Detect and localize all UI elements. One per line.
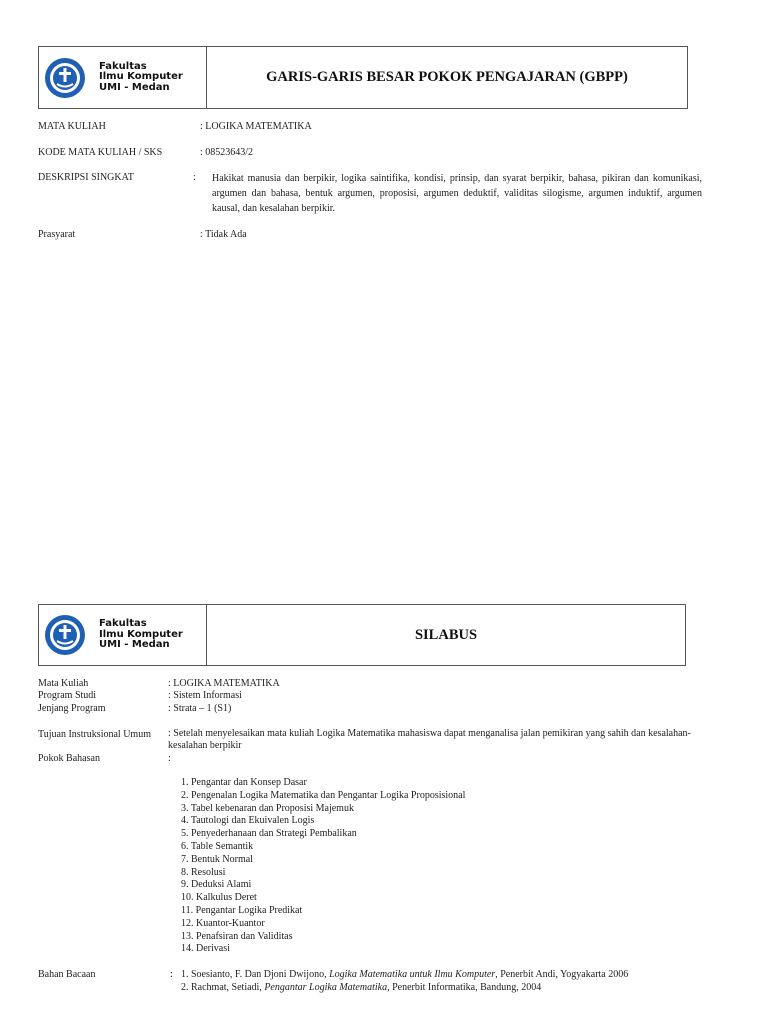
reference-2: 2. Rachmat, Setiadi, Pengantar Logika Matematika, Penerbit Informatika, Bandung, 2004: [181, 982, 542, 993]
reference-2-title: Pengantar Logika Matematika: [264, 982, 388, 993]
silabus-jp-value: : Strata – 1 (S1): [168, 703, 232, 714]
silabus-jp-label: Jenjang Program: [38, 703, 106, 714]
faculty-name: Fakultas Ilmu Komputer UMI - Medan: [99, 618, 183, 651]
list-item: 6. Table Semantik: [181, 840, 254, 852]
list-item: 5. Penyederhanaan dan Strategi Pembalikan: [181, 828, 357, 840]
deskripsi-label: DESKRIPSI SINGKAT: [38, 172, 134, 183]
silabus-bb-colon: :: [170, 969, 173, 980]
silabus-pb-label: Pokok Bahasan: [38, 753, 100, 764]
deskripsi-value: Hakikat manusia dan berpikir, logika saintifika, kondisi, prinsip, dan syarat berpikir, bahasa, pikiran dan komunikasi, argumen dan bahasa, bentuk argumen, proposisi, argumen deduktif, validitas silogisme, argumen induktif, argumen kausal, dan kesalahan berpikir.: [212, 173, 702, 214]
mata-kuliah-value: : LOGIKA MATEMATIKA: [200, 121, 312, 132]
list-item: 3. Tabel kebenaran dan Proposisi Majemuk: [181, 802, 354, 814]
list-item: 7. Bentuk Normal: [181, 853, 253, 865]
silabus-bb-row: [38, 968, 718, 996]
university-logo-icon: [43, 56, 87, 100]
silabus-ps-value: : Sistem Informasi: [168, 690, 242, 701]
university-logo-icon: [43, 613, 87, 657]
kode-label: KODE MATA KULIAH / SKS: [38, 147, 163, 158]
mata-kuliah-label: MATA KULIAH: [38, 121, 106, 132]
silabus-tiu-row: [38, 728, 708, 754]
list-item: 13. Penafsiran dan Validitas: [181, 930, 293, 942]
list-item: 12. Kuantor-Kuantor: [181, 917, 265, 929]
topic-list: [181, 777, 701, 956]
deskripsi-colon: :: [193, 172, 196, 183]
silabus-tiu-label: Tujuan Instruksional Umum: [38, 729, 151, 740]
prasyarat-value: : Tidak Ada: [200, 229, 247, 240]
silabus-pb-colon: :: [168, 753, 171, 764]
silabus-ps-label: Program Studi: [38, 690, 97, 701]
gbpp-header: [38, 46, 688, 109]
kode-value: : 08523643/2: [200, 147, 254, 158]
page-title: GARIS-GARIS BESAR POKOK PENGAJARAN (GBPP): [266, 69, 628, 85]
list-item: 10. Kalkulus Deret: [181, 892, 257, 904]
list-item: 14. Derivasi: [181, 943, 230, 955]
list-item: 8. Resolusi: [181, 866, 226, 878]
silabus-mk-value: : LOGIKA MATEMATIKA: [168, 678, 280, 689]
faculty-logo-cell: [39, 47, 207, 108]
silabus-header: [38, 604, 686, 666]
deskripsi-row: [38, 171, 702, 221]
prasyarat-label: Prasyarat: [38, 229, 76, 240]
faculty-logo-cell: [39, 605, 207, 665]
reference-1: 1. Soesianto, F. Dan Djoni Dwijono, Logika Matematika untuk Ilmu Komputer, Penerbit Andi, Yogyakarta 2006: [181, 969, 629, 980]
silabus-bb-label: Bahan Bacaan: [38, 969, 96, 980]
list-item: 9. Deduksi Alami: [181, 879, 252, 891]
list-item: 1. Pengantar dan Konsep Dasar: [181, 777, 307, 788]
faculty-name: Fakultas Ilmu Komputer UMI - Medan: [99, 60, 183, 93]
silabus-tiu-value: : Setelah menyelesaikan mata kuliah Logika Matematika mahasiswa dapat menganalisa jalan pemikiran yang sahih dan kesalahan-kesalahan berpikir: [168, 728, 691, 751]
silabus-mk-label: Mata Kuliah: [38, 678, 89, 689]
reference-1-title: Logika Matematika untuk Ilmu Komputer: [329, 969, 496, 980]
list-item: 4. Tautologi dan Ekuivalen Logis: [181, 815, 315, 827]
list-item: 2. Pengenalan Logika Matematika dan Pengantar Logika Proposisional: [181, 789, 466, 801]
list-item: 11. Pengantar Logika Predikat: [181, 904, 303, 916]
silabus-title: SILABUS: [414, 626, 478, 643]
